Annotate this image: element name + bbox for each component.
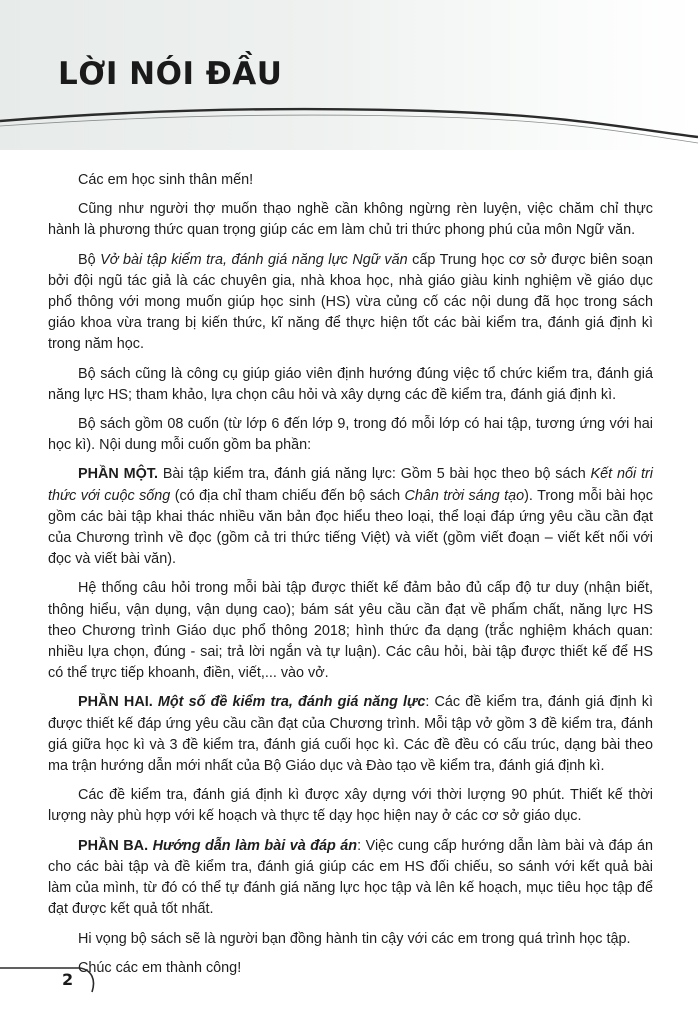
emphasis-text: Kết nối tri thức với cuộc sống	[48, 466, 653, 504]
paragraph	[48, 929, 653, 950]
header-wave-divider	[0, 95, 698, 155]
emphasis-text: Chân trời sáng tạo	[404, 487, 525, 504]
emphasis-text: PHẦN BA.	[78, 837, 149, 854]
text-run: (có địa chỉ tham chiếu đến bộ sách	[170, 487, 405, 504]
page-title: LỜI NÓI ĐẦU	[58, 56, 283, 92]
paragraph	[48, 836, 653, 921]
paragraph	[48, 578, 653, 684]
text-run: Bộ sách gồm 08 cuốn (từ lớp 6 đến lớp 9, trong đó mỗi lớp có hai tập, tương ứng với hai học kì). Nội dung mỗi cuốn gồm ba phần:	[48, 416, 653, 454]
paragraph	[48, 464, 653, 570]
text-run: ). Trong mỗi bài học gồm các bài tập khai thác nhiều văn bản đọc hiểu theo loại, thể loại đáp ứng yêu cầu cần đạt của Chương trình về đọc (gồm cả tri thức tiếng Việt) và viết (gồm viết đoạn – viết kết nối với đọc và viết bài văn).	[48, 487, 653, 568]
text-run: Bộ sách cũng là công cụ giúp giáo viên định hướng đúng việc tổ chức kiểm tra, đánh giá năng lực HS; tham khảo, lựa chọn câu hỏi và xây dựng các đề kiểm tra, đánh giá định kì.	[48, 365, 653, 403]
emphasis-text: Vở bài tập kiểm tra, đánh giá năng lực Ngữ văn	[100, 251, 408, 268]
paragraph	[48, 958, 653, 979]
paragraph	[48, 199, 653, 241]
paragraph	[48, 250, 653, 356]
emphasis-text: Hướng dẫn làm bài và đáp án	[152, 837, 358, 854]
text-run: Các đề kiểm tra, đánh giá định kì được xây dựng với thời lượng 90 phút. Thiết kế thời lượng này phù hợp với kế hoạch và thực tế dạy học hiện nay ở các cơ sở giáo dục.	[48, 787, 653, 825]
text-run: : Việc cung cấp hướng dẫn làm bài và đáp án cho các bài tập và đề kiểm tra, đánh giá giúp các em HS đối chiếu, so sánh với kết quả bài làm của mình, từ đó có thể tự đánh giá năng lực học tập và lên kế hoạch, mục tiêu học tập để đạt được kết quả tốt nhất.	[48, 837, 654, 918]
emphasis-text: PHẦN HAI.	[78, 694, 153, 711]
paragraph	[48, 414, 653, 456]
text-run: cấp Trung học cơ sở được biên soạn bởi đội ngũ tác giả là các chuyên gia, nhà khoa học, nhà giáo giàu kinh nghiệm về giáo dục phổ thông với mong muốn giúp học sinh (HS) vừa củng cố các nội dung đã học trong sách giáo khoa vừa trang bị kiến thức, kĩ năng để thực hiện tốt các bài kiểm tra, đánh giá định kì trong năm học.	[48, 251, 653, 353]
preface-body	[48, 170, 653, 987]
text-run: Bài tập kiểm tra, đánh giá năng lực: Gồm 5 bài học theo bộ sách	[157, 466, 591, 483]
text-run: Hi vọng bộ sách sẽ là người bạn đồng hành tin cậy với các em trong quá trình học tập.	[78, 930, 631, 947]
text-run: Chúc các em thành công!	[78, 959, 242, 976]
text-run: : Các đề kiểm tra, đánh giá định kì được thiết kế đáp ứng yêu cầu cần đạt của Chương trình. Mỗi tập vở gồm 3 đề kiểm tra, đánh giá giữa học kì và 3 đề kiểm tra, đánh giá cuối học kì. Các đề đều có cấu trúc, dạng bài theo ma trận hướng dẫn mới nhất của Bộ Giáo dục và Đào tạo về kiểm tra, đánh giá định kì.	[48, 694, 654, 775]
paragraph	[48, 692, 653, 777]
text-run: Các em học sinh thân mến!	[78, 172, 254, 188]
paragraph	[48, 364, 653, 406]
emphasis-text: Một số đề kiểm tra, đánh giá năng lực	[157, 694, 426, 711]
text-run: Bộ	[78, 251, 101, 268]
emphasis-text: PHẦN MỘT.	[78, 466, 158, 483]
text-run: Hệ thống câu hỏi trong mỗi bài tập được thiết kế đảm bảo đủ cấp độ tư duy (nhận biết, thông hiểu, vận dụng, vận dụng cao); bám sát yêu cầu cần đạt về phẩm chất, năng lực HS theo Chương trình Giáo dục phổ thông 2018; hình thức đa dạng (trắc nghiệm khách quan: nhiều lựa chọn, đúng - sai; trả lời ngắn và tự luận). Các câu hỏi, bài tập được thiết kế để HS có thể trực tiếp khoanh, điền, viết,... vào vở.	[48, 580, 653, 682]
page-number: 2	[62, 970, 74, 989]
footer-divider	[0, 958, 120, 998]
paragraph	[48, 170, 653, 191]
text-run: Cũng như người thợ muốn thạo nghề cần không ngừng rèn luyện, việc chăm chỉ thực hành là phương thức quan trọng giúp các em làm chủ tri thức phong phú của môn Ngữ văn.	[48, 201, 653, 239]
paragraph	[48, 785, 653, 827]
